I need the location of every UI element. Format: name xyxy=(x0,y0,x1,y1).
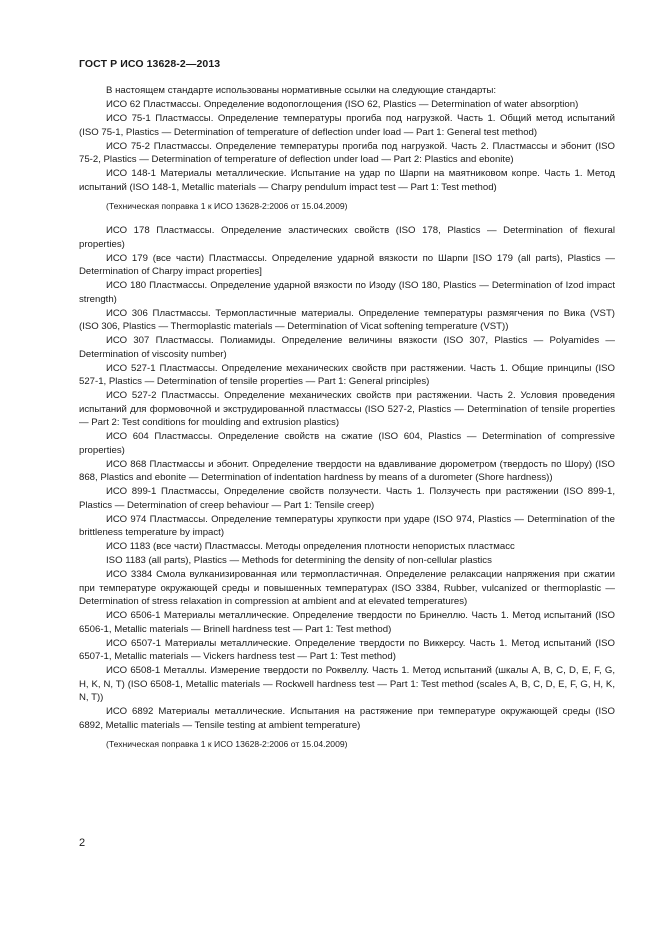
reference-item: ИСО 6506-1 Материалы металлические. Определение твердости по Бринеллю. Часть 1. Метод испытаний (ISO 6506-1, Metallic materials — Brinell hardness test — Part 1: Test method) xyxy=(79,610,615,635)
page-number: 2 xyxy=(79,837,86,849)
reference-item: ИСО 62 Пластмассы. Определение водопоглощения (ISO 62, Plastics — Determination of water absorption) xyxy=(106,99,579,110)
reference-item: ИСО 178 Пластмассы. Определение эластических свойств (ISO 178, Plastics — Determination of flexural properties) xyxy=(79,225,615,250)
intro-paragraph: В настоящем стандарте использованы нормативные ссылки на следующие стандарты: xyxy=(106,85,497,96)
reference-item: ИСО 3384 Смола вулканизированная или термопластичная. Определение релаксации напряжения при сжатии при температуре окружающей среды и повышенных температурах (ISO 3384, Rubber, vulcanized or thermoplastic — Determination of stress relaxation in compression at ambient and at elevated temperatures) xyxy=(79,569,615,607)
reference-item: ИСО 527-1 Пластмассы. Определение механических свойств при растяжении. Часть 1. Общие принципы (ISO 527-1, Plastics — Determination of tensile properties — Part 1: General principles) xyxy=(79,362,615,387)
reference-item: ИСО 75-2 Пластмассы. Определение температуры прогиба под нагрузкой. Часть 2. Пластмассы и эбонит (ISO 75-2, Plastics — Determination of temperature of deflection under load — Part 2: Plastics and ebonite) xyxy=(79,140,615,165)
reference-item: ИСО 148-1 Материалы металлические. Испытание на удар по Шарпи на маятниковом копре. Часть 1. Метод испытаний (ISO 148-1, Metallic materials — Charpy pendulum impact test — Part 1: Test method) xyxy=(79,168,615,193)
reference-item: ИСО 179 (все части) Пластмассы. Определение ударной вязкости по Шарпи [ISO 179 (all parts), Plastics — Determination of Charpy impact properties] xyxy=(79,252,615,277)
reference-item: ИСО 6892 Материалы металлические. Испытания на растяжение при температуре окружающей среды (ISO 6892, Metallic materials — Tensile testing at ambient temperature) xyxy=(79,706,615,731)
reference-item: ИСО 604 Пластмассы. Определение свойств на сжатие (ISO 604, Plastics — Determination of compressive properties) xyxy=(79,431,615,456)
reference-item: ИСО 307 Пластмассы. Полиамиды. Определение величины вязкости (ISO 307, Plastics — Polyamides — Determination of viscosity number) xyxy=(79,335,615,360)
reference-item: ISO 1183 (all parts), Plastics — Methods for determining the density of non-cellular plastics xyxy=(106,555,492,566)
reference-item: ИСО 868 Пластмассы и эбонит. Определение твердости на вдавливание дюрометром (твердость по Шору) (ISO 868, Plastics and ebonite — Determination of indentation hardness by means of a durometer (Shore hardness)) xyxy=(79,458,615,483)
references-body xyxy=(79,84,615,750)
amendment-note: (Техническая поправка 1 к ИСО 13628-2:2006 от 15.04.2009) xyxy=(106,201,348,211)
reference-item: ИСО 306 Пластмассы. Термопластичные материалы. Определение температуры размягчения по Вика (VST) (ISO 306, Plastics — Thermoplastic materials — Determination of Vicat softening temperature (VST)) xyxy=(79,307,615,332)
reference-item: ИСО 527-2 Пластмассы. Определение механических свойств при растяжении. Часть 2. Условия проведения испытаний для формовочной и экструдированной пластмассы (ISO 527-2, Plastics — Determination of tensile properties — Part 2: Test conditions for moulding and extrusion plastics) xyxy=(79,390,615,428)
reference-item: ИСО 899-1 Пластмассы, Определение свойств ползучести. Часть 1. Ползучесть при растяжении (ISO 899-1, Plastics — Determination of creep behaviour — Part 1: Tensile creep) xyxy=(79,486,615,511)
reference-item: ИСО 1183 (все части) Пластмассы. Методы определения плотности непористых пластмасс xyxy=(106,541,515,552)
reference-item: ИСО 75-1 Пластмассы. Определение температуры прогиба под нагрузкой. Часть 1. Общий метод испытаний (ISO 75-1, Plastics — Determination of temperature of deflection under load — Part 1: General test method) xyxy=(79,113,615,138)
amendment-note: (Техническая поправка 1 к ИСО 13628-2:2006 от 15.04.2009) xyxy=(106,739,348,749)
reference-item: ИСО 180 Пластмассы. Определение ударной вязкости по Изоду (ISO 180, Plastics — Determination of Izod impact strength) xyxy=(79,280,615,305)
reference-item: ИСО 6507-1 Материалы металлические. Определение твердости по Виккерсу. Часть 1. Метод испытаний (ISO 6507-1, Metallic materials — Vickers hardness test — Part 1: Test method) xyxy=(79,637,615,662)
reference-item: ИСО 6508-1 Металлы. Измерение твердости по Роквеллу. Часть 1. Метод испытаний (шкалы A, B, C, D, E, F, G, H, K, N, T) (ISO 6508-1, Metallic materials — Rockwell hardness test — Part 1: Test method (scales A, B, C, D, E, F, G, H, K, N, T)) xyxy=(79,665,615,703)
document-header: ГОСТ Р ИСО 13628-2—2013 xyxy=(79,58,221,70)
reference-item: ИСО 974 Пластмассы. Определение температуры хрупкости при ударе (ISO 974, Plastics — Determination of the brittleness temperature by impact) xyxy=(79,513,615,538)
